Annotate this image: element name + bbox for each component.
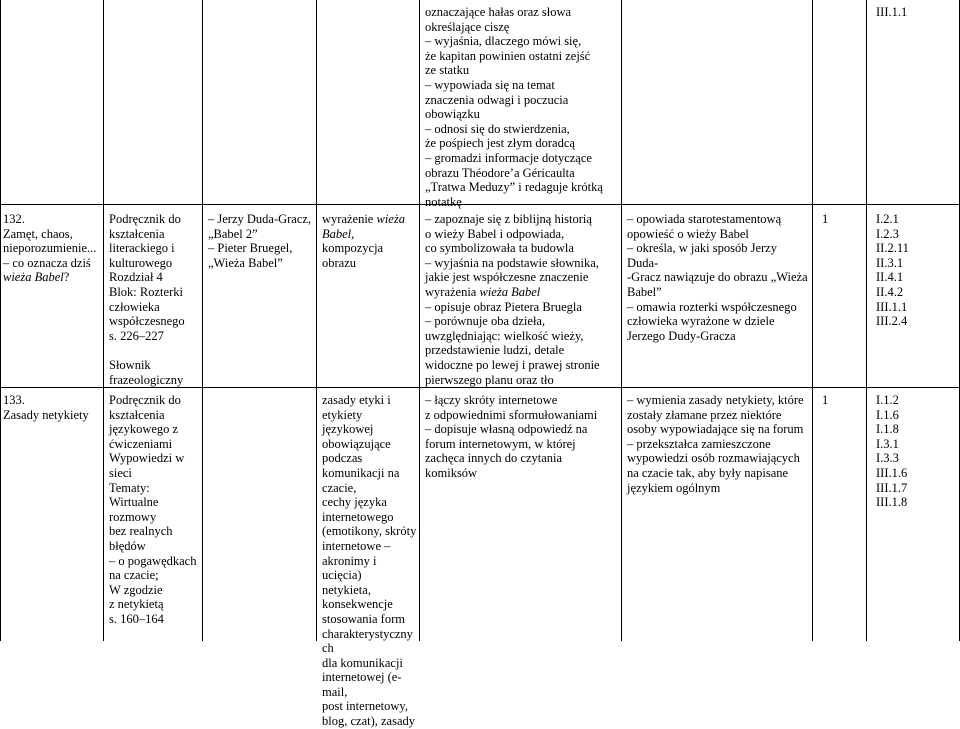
col-border-2 xyxy=(202,0,203,641)
topic-number: 132. xyxy=(3,212,25,226)
row-132-texts: – Jerzy Duda-Gracz, „Babel 2” – Pieter Bruegel, „Wieża Babel” xyxy=(208,212,312,270)
col-border-3 xyxy=(316,0,317,641)
row-132-objectives: – zapoznaje się z biblijną historią o wieży Babel i odpowiada, co symbolizowała ta budowla – wyjaśnia na podstawie słownika, jakie jest współczesne znaczenie wyrażenia wieża Babel – opisuje obraz Pietera Bruegla – porównuje oba dzieła, uwzględniając: wielkość wieży, przedstawienie ludzi, detale widoczne po lewej i prawej stronie pierwszego planu oraz tło xyxy=(425,212,600,387)
row-133-codes: I.1.2 I.1.6 I.1.8 I.3.1 I.3.3 III.1.6 III.1.7 III.1.8 xyxy=(876,393,908,510)
col-border-1 xyxy=(103,0,104,641)
row-132-topic xyxy=(3,212,101,285)
topic-title: Zamęt, chaos, nieporozumienie... – co oznacza dziś wieża Babel? xyxy=(3,226,97,285)
row-133-materials: Podręcznik do kształcenia językowego z ćwiczeniami Wypowiedzi w sieci Tematy: Wirtualne rozmowy bez realnych błędów – o pogawędkach na czacie; W zgodzie z netykietą s. 160–164 xyxy=(109,393,197,626)
col-border-5 xyxy=(621,0,622,641)
row-133-hours: 1 xyxy=(822,393,829,407)
row-132-codes: I.2.1 I.2.3 II.2.11 II.3.1 II.4.1 II.4.2 III.1.1 III.2.4 xyxy=(876,212,909,329)
row-132-concepts: wyrażenie wieża Babel, kompozycja obrazu xyxy=(322,212,405,270)
row-133-outcomes: – wymienia zasady netykiety, które zostały złamane przez niektóre osoby wypowiadające się na forum – przekształca zamieszczone wypowiedzi osób rozmawiających na czacie tak, aby były napisane językiem ogólnym xyxy=(627,393,804,495)
col-border-0 xyxy=(0,0,1,641)
row-133-concepts: zasady etyki i etykiety językowej obowiązujące podczas komunikacji na czacie, cechy języka internetowego (emotikony, skróty internetowe – akronimy i ucięcia) netykieta, konsekwencje stosowania form charakterystycznych dla komunikacji internetowej (e-mail, post internetowy, blog, czat), zasady xyxy=(322,393,417,729)
row-132-materials: Podręcznik do kształcenia literackiego i kulturowego Rozdział 4 Blok: Rozterki człowieka współczesnego s. 226–227 Słownik frazeologiczny xyxy=(109,212,185,387)
col-border-6 xyxy=(812,0,813,641)
top-row-objectives: oznaczające hałas oraz słowa określające ciszę – wyjaśnia, dlaczego mówi się, że kapitan powinien ostatni zejść ze statku – wypowiada się na temat znaczenia odwagi i poczucia obowiązku – odnosi się do stwierdzenia, że pośpiech jest złym doradcą – gromadzi informacje dotyczące obrazu Théodore’a Géricaulta „Tratwa Meduzy” i redaguje krótką notatkę xyxy=(425,5,603,209)
row-border-2 xyxy=(0,387,960,388)
col-border-4 xyxy=(419,0,420,641)
col-border-7 xyxy=(866,0,867,641)
top-row-codes: III.1.1 xyxy=(876,5,908,19)
row-132-hours: 1 xyxy=(822,212,829,226)
row-133-objectives: – łączy skróty internetowe z odpowiednimi sformułowaniami – dopisuje własną odpowiedź na forum internetowym, w której zachęca innych do czytania komiksów xyxy=(425,393,598,480)
row-133-topic: 133. Zasady netykiety xyxy=(3,393,89,422)
row-132-outcomes: – opowiada starotestamentową opowieść o wieży Babel – określa, w jaki sposób Jerzy Duda- -Gracz nawiązuje do obrazu „Wieża Babel” – omawia rozterki współczesnego człowieka wyrażone w dziele Jerzego Dudy-Gracza xyxy=(627,212,808,343)
